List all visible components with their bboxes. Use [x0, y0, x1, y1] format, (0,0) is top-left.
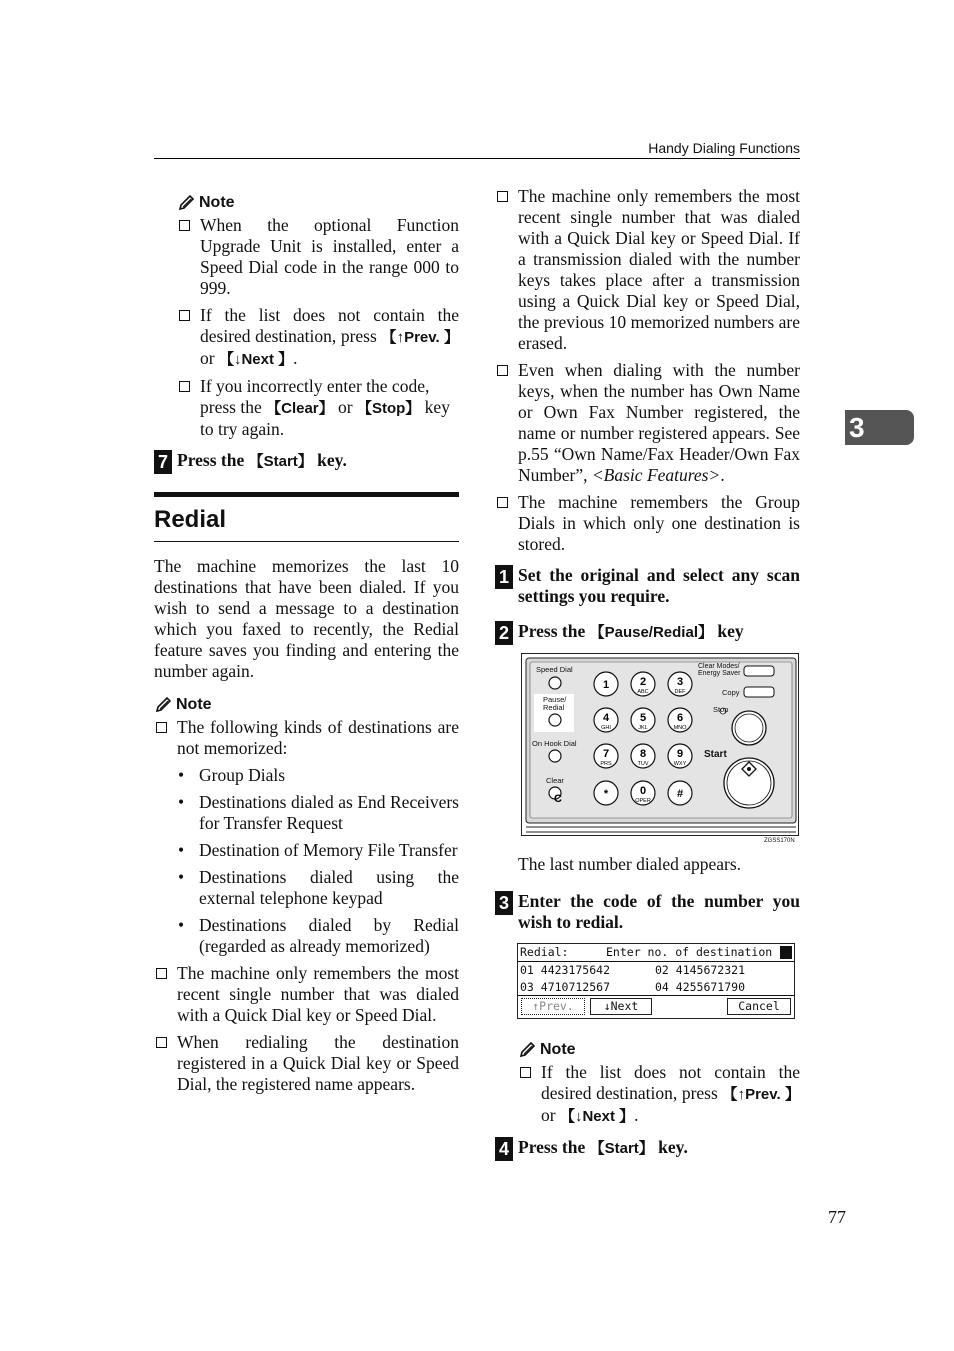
list-item: • Destinations dialed as End Receivers for Transfer Request: [154, 792, 459, 834]
lcd-entry-04[interactable]: 04 4255671790: [655, 980, 746, 994]
panel-label-start: Start: [704, 749, 727, 760]
start-key-label: 【Start】: [589, 1140, 654, 1157]
step-4: 4 Press the 【Start】 key.: [495, 1137, 800, 1159]
panel-label-on-hook: On Hook Dial: [532, 739, 577, 748]
keypad-key-digit: 5: [639, 712, 647, 724]
checkbox-icon: [520, 1067, 531, 1078]
note-title: Note: [199, 194, 235, 211]
note-item: If you incorrectly enter the code, press the 【Clear】 or 【Stop】 key to try again.: [177, 376, 459, 440]
keypad-key-letters: JKL: [638, 725, 648, 731]
pencil-icon: [518, 1042, 536, 1058]
pause-redial-button: [549, 714, 561, 726]
note-item: When the optional Function Upgrade Unit is installed, enter a Speed Dial code in the range 000 to 999.: [177, 215, 459, 299]
list-item: • Destinations dialed by Redial (regarded as already memorized): [154, 915, 459, 957]
cancel-soft-key[interactable]: Cancel: [727, 998, 791, 1015]
stop-key-label: 【Stop】: [356, 400, 421, 417]
keypad-key-letters: ABC: [637, 689, 649, 695]
clear-symbol: C: [554, 793, 562, 805]
note-item: The machine remembers the Group Dials in which only one destination is stored.: [495, 492, 800, 555]
book-reference: <Basic Features>: [591, 465, 721, 485]
bullet-list: [154, 765, 459, 957]
lcd-title: Redial:: [520, 945, 569, 959]
chapter-tab: 3: [845, 410, 914, 445]
panel-figure-code: ZGSS170N: [764, 838, 795, 844]
speed-dial-button: [549, 677, 561, 689]
step-number: 4: [495, 1137, 513, 1161]
panel-label-copy: Copy: [722, 688, 740, 697]
clear-modes-button: [744, 666, 774, 676]
lcd-entry-01[interactable]: 01 4423175642: [520, 963, 611, 977]
prev-soft-key[interactable]: ↑Prev.: [521, 998, 585, 1015]
note-item: The machine only remembers the most recent single number that was dialed with a Quick Dial key or Speed Dial. If a transmission dialed with the number keys takes place after a transmission using a Quick Dial key or Speed Dial, the previous 10 memorized numbers are erased.: [495, 186, 800, 354]
step-number: 7: [154, 450, 172, 474]
panel-label-clear: Clear: [546, 776, 564, 785]
step-number: 3: [495, 891, 513, 915]
lcd-divider: [518, 961, 794, 962]
right-column: [495, 186, 800, 1159]
checkbox-icon: [179, 381, 190, 392]
pencil-icon: [154, 697, 172, 713]
note-block-1: [154, 192, 459, 440]
note-item: The machine only remembers the most recent single number that was dialed with a Quick Dial key or Speed Dial.: [154, 963, 459, 1026]
checkbox-icon: [497, 497, 508, 508]
list-item: • Group Dials: [154, 765, 459, 786]
keypad-key-digit: 6: [676, 712, 684, 724]
prev-key-label: 【↑Prev. 】: [381, 329, 460, 346]
step-number: 1: [495, 565, 513, 589]
note-item: When redialing the destination registered in a Quick Dial key or Speed Dial, the registered name appears.: [154, 1032, 459, 1095]
lcd-entry-02[interactable]: 02 4145672321: [655, 963, 746, 977]
lcd-entry-03[interactable]: 03 4710712567: [520, 980, 611, 994]
panel-label-clear-modes: Clear Modes/: [698, 663, 740, 670]
stop-button: [732, 711, 766, 745]
lcd-display: [517, 943, 795, 1019]
panel-label-redial: Redial: [543, 703, 565, 712]
keypad-key-letters: DEF: [674, 689, 686, 695]
panel-label-speed-dial: Speed Dial: [536, 665, 573, 674]
left-column: [154, 192, 459, 1101]
note-item: The following kinds of destinations are not memorized:: [154, 717, 459, 759]
on-hook-dial-button: [549, 750, 561, 762]
list-item: • Destinations dialed using the external telephone keypad: [154, 867, 459, 909]
step-7: 7 Press the 【Start】 key.: [154, 450, 459, 472]
checkbox-icon: [497, 191, 508, 202]
step-2: 2 Press the 【Pause/Redial】 key: [495, 621, 800, 643]
note-block-2: [154, 694, 459, 1095]
clear-key-label: 【Clear】: [266, 400, 334, 417]
keypad-key-letters: OPER: [635, 798, 651, 804]
keypad-key-digit: 0: [639, 785, 647, 797]
intro-paragraph: The machine memorizes the last 10 destinations that have been dialed. If you wish to send a message to a destination which you faxed to recently, the Redial feature saves you finding and entering the number again.: [154, 556, 459, 681]
pause-redial-key-label: 【Pause/Redial】: [589, 624, 713, 641]
keypad-key-digit: 9: [676, 748, 684, 760]
copy-button: [744, 687, 774, 697]
note-item: Even when dialing with the number keys, when the number has Own Name or Own Fax Number registered, the name or number registered appears. See p.55 “Own Name/Fax Header/Own Fax Number”, <Basic Features>.: [495, 360, 800, 486]
prev-key-label: 【↑Prev. 】: [722, 1086, 801, 1103]
next-key-label: 【↓Next 】: [559, 1108, 635, 1125]
start-key-label: 【Start】: [248, 453, 313, 470]
caption: The last number dialed appears.: [518, 854, 742, 874]
note-item: If the list does not contain the desired destination, press 【↑Prev. 】 or 【↓Next 】.: [177, 305, 459, 370]
step-3: 3 Enter the code of the number you wish to redial.: [495, 891, 800, 933]
note-block-3: [495, 1039, 800, 1127]
section-title: Redial: [154, 506, 227, 533]
list-item: • Destination of Memory File Transfer: [154, 840, 459, 861]
note-title: Note: [176, 696, 212, 713]
panel-label-energy-saver: Energy Saver: [698, 670, 741, 677]
keypad-key-digit: 1: [602, 679, 610, 691]
keypad-key-letters: GHI: [601, 725, 611, 731]
panel-label-stop: Stop: [713, 705, 729, 714]
next-soft-key[interactable]: ↓Next: [590, 998, 652, 1015]
running-header: Handy Dialing Functions: [648, 140, 800, 156]
checkbox-icon: [156, 968, 167, 979]
lcd-cursor: [780, 946, 792, 959]
keypad-key-letters: WXY: [673, 761, 687, 767]
note-title: Note: [540, 1041, 576, 1058]
lcd-prompt: Enter no. of destination: [606, 945, 773, 959]
checkbox-icon: [156, 722, 167, 733]
keypad-key-letters: MNO: [673, 725, 687, 731]
checkbox-icon: [156, 1037, 167, 1048]
keypad-key-digit: 7: [602, 748, 610, 760]
checkbox-icon: [179, 310, 190, 321]
pencil-icon: [177, 195, 195, 211]
note-item: If the list does not contain the desired destination, press 【↑Prev. 】 or 【↓Next 】.: [518, 1062, 800, 1127]
keypad-key-letters: TUV: [637, 761, 649, 767]
section-divider: [154, 541, 459, 542]
section-rule: [154, 492, 459, 497]
keypad-key-digit: 8: [639, 748, 647, 760]
checkbox-icon: [179, 220, 190, 231]
checkbox-icon: [497, 365, 508, 376]
step-number: 2: [495, 621, 513, 645]
next-key-label: 【↓Next 】: [218, 351, 294, 368]
keypad-key-digit: #: [676, 788, 684, 800]
step-1: 1 Set the original and select any scan settings you require.: [495, 565, 800, 607]
header-rule: [154, 158, 800, 159]
keypad-key-digit: *: [603, 788, 609, 800]
page-number: 77: [828, 1207, 846, 1227]
keypad-key-letters: PRS: [600, 761, 612, 767]
keypad-key-digit: 2: [639, 676, 647, 688]
panel-label-pause: Pause/: [543, 695, 567, 704]
control-panel-illustration: [521, 653, 799, 844]
keypad-key-digit: 4: [602, 712, 610, 724]
keypad-key-digit: 3: [676, 676, 684, 688]
